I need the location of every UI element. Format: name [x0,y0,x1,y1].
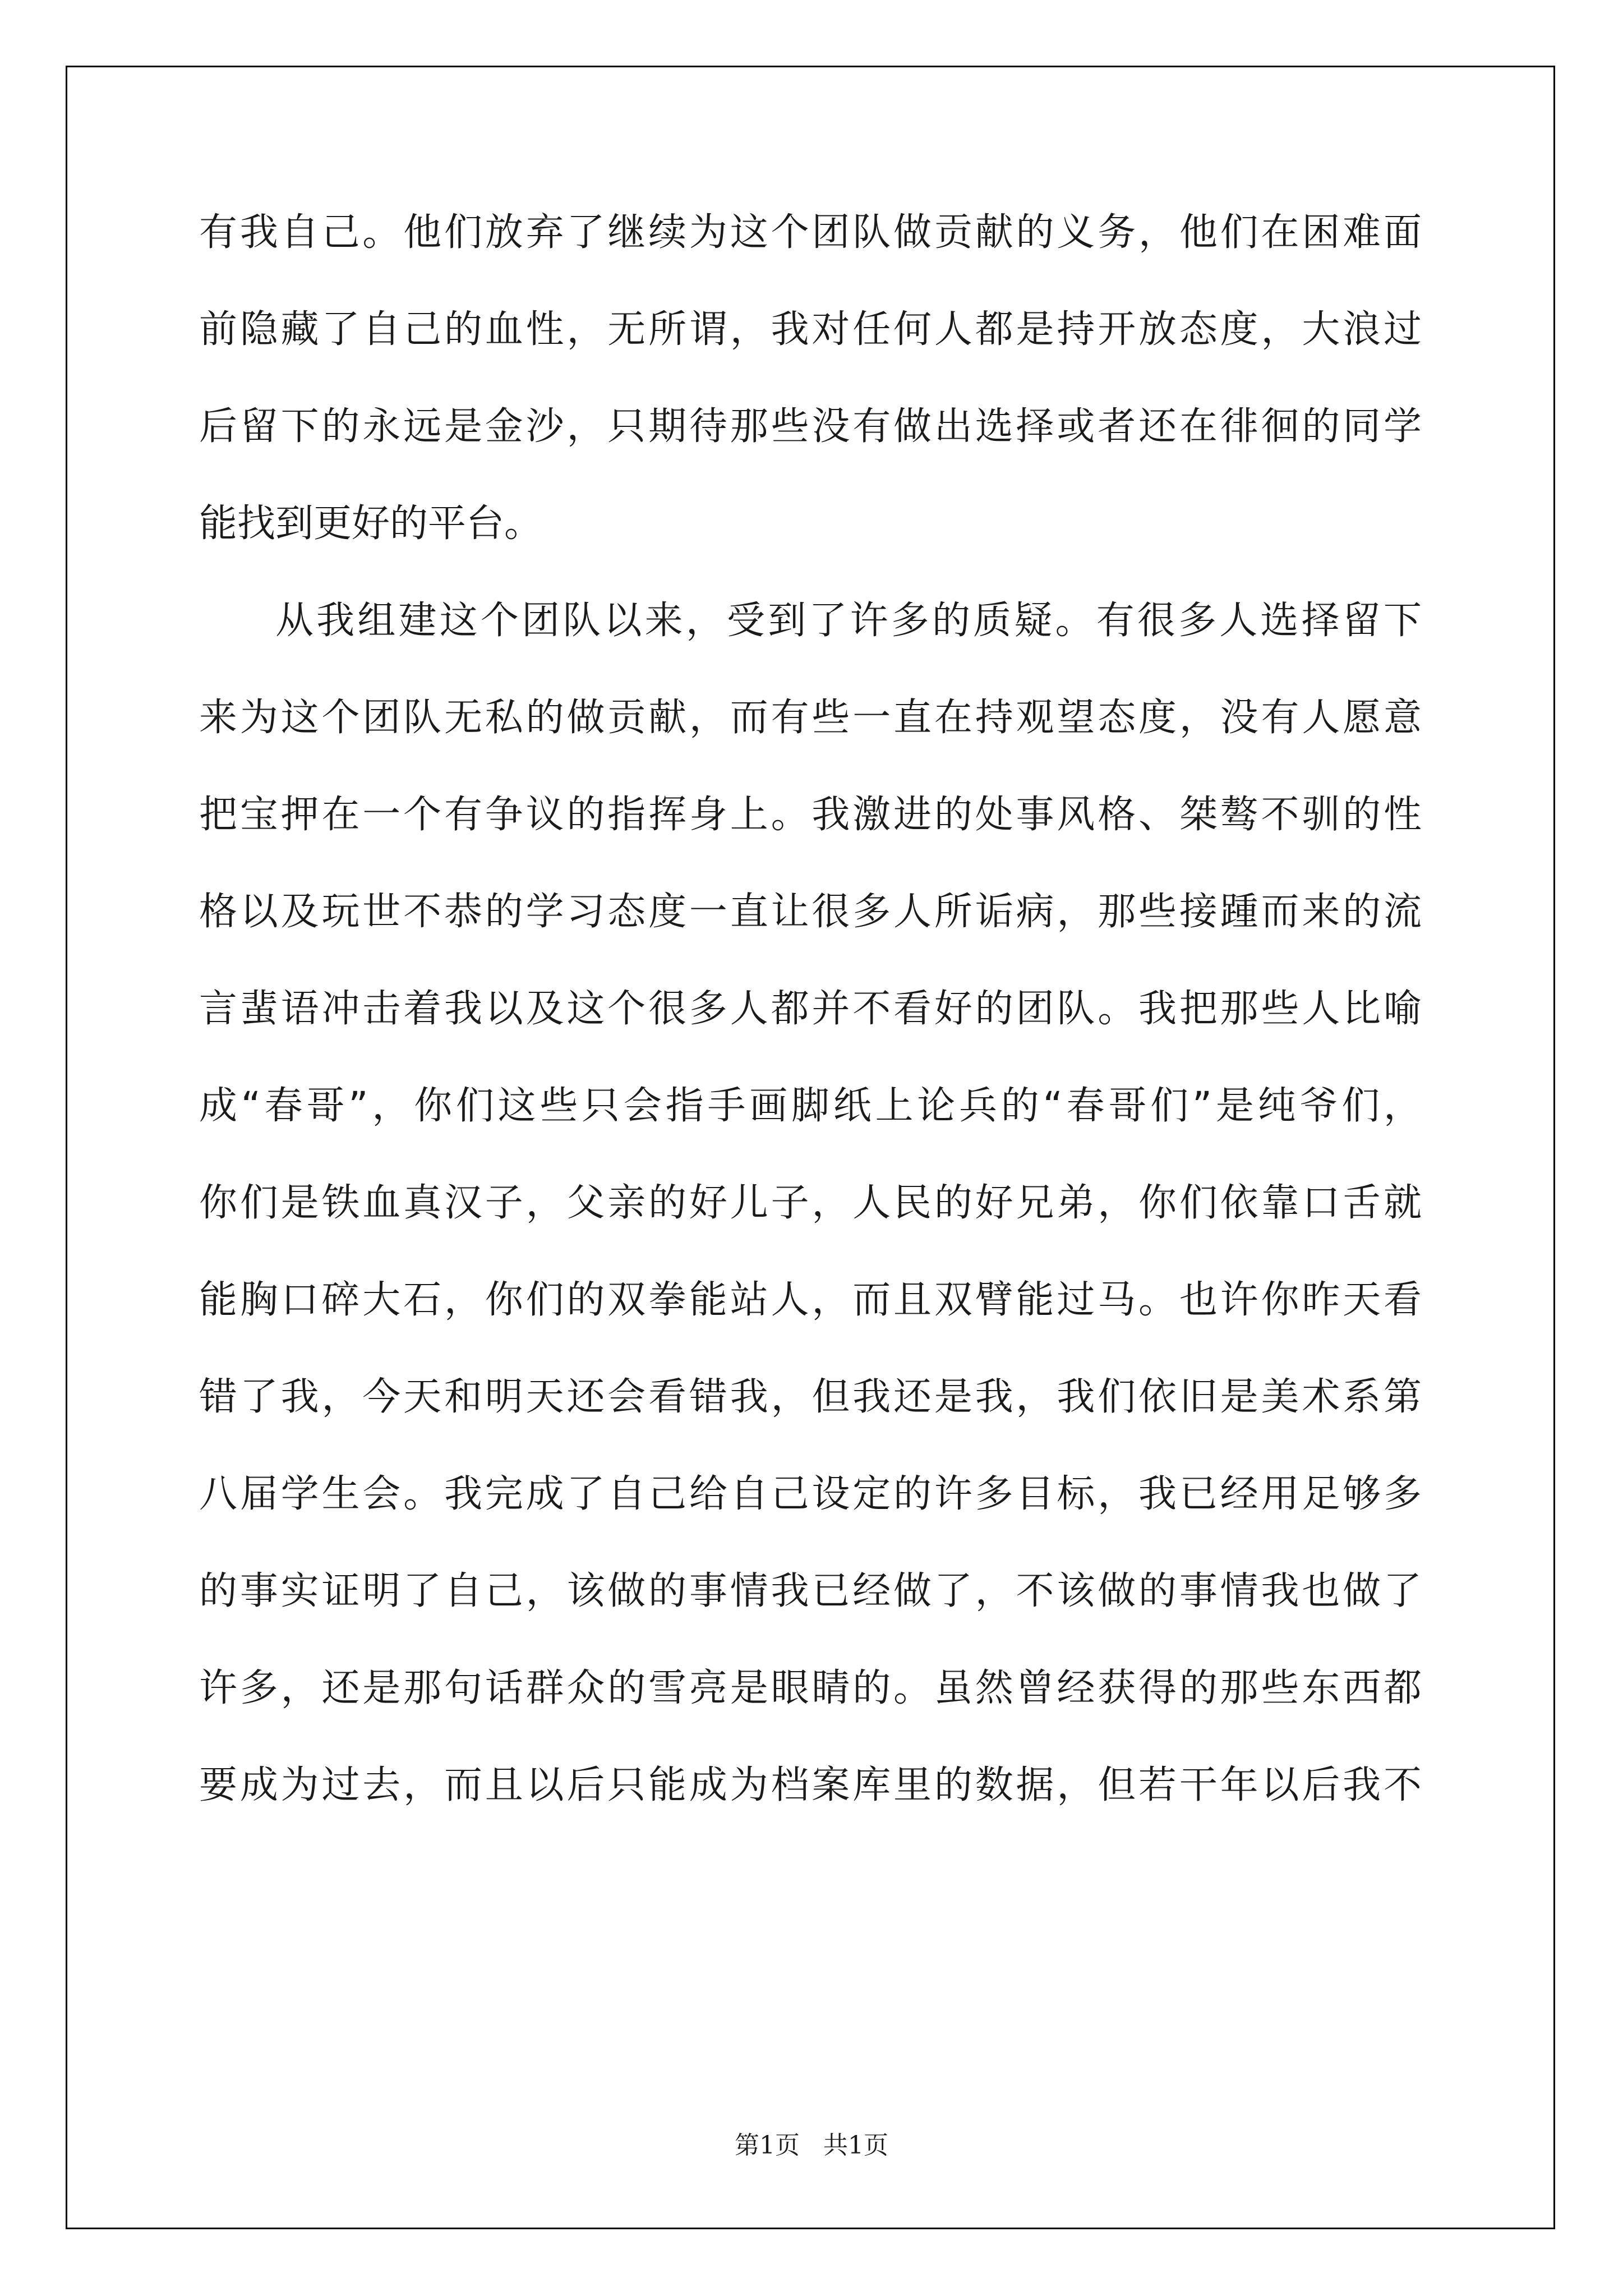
page-number-footer: 第1页 共1页 [735,2131,888,2160]
text-line: 格以及玩世不恭的学习态度一直让很多人所诟病，那些接踵而来的流 [199,890,1422,934]
text-line: 能胸口碎大石，你们的双拳能站人，而且双臂能过马。也许你昨天看 [199,1278,1422,1322]
text-line: 的事实证明了自己，该做的事情我已经做了，不该做的事情我也做了 [199,1569,1422,1613]
document-body [199,208,1422,1857]
text-line: 要成为过去，而且以后只能成为档案库里的数据，但若干年以后我不 [199,1763,1422,1807]
text-line: 许多，还是那句话群众的雪亮是眼睛的。虽然曾经获得的那些东西都 [199,1666,1422,1710]
text-line: 言蜚语冲击着我以及这个很多人都并不看好的团队。我把那些人比喻 [199,987,1422,1031]
text-line: 前隐藏了自己的血性，无所谓，我对任何人都是持开放态度，大浪过 [199,307,1422,352]
text-line: 后留下的永远是金沙，只期待那些没有做出选择或者还在徘徊的同学 [199,404,1422,449]
text-line: 来为这个团队无私的做贡献，而有些一直在持观望态度，没有人愿意 [199,696,1422,740]
text-line: 错了我，今天和明天还会看错我，但我还是我，我们依旧是美术系第 [199,1375,1422,1419]
text-line: 你们是铁血真汉子，父亲的好儿子，人民的好兄弟，你们依靠口舌就 [199,1181,1422,1225]
text-line: 把宝押在一个有争议的指挥身上。我激进的处事风格、桀骜不驯的性 [199,793,1422,837]
text-line: 成“春哥”，你们这些只会指手画脚纸上论兵的“春哥们”是纯爷们， [199,1084,1422,1128]
text-line: 能找到更好的平台。 [199,501,543,546]
text-line: 有我自己。他们放弃了继续为这个团队做贡献的义务，他们在困难面 [199,210,1422,255]
text-line: 从我组建这个团队以来，受到了许多的质疑。有很多人选择留下 [275,599,1422,643]
text-line: 八届学生会。我完成了自己给自己设定的许多目标，我已经用足够多 [199,1472,1422,1516]
